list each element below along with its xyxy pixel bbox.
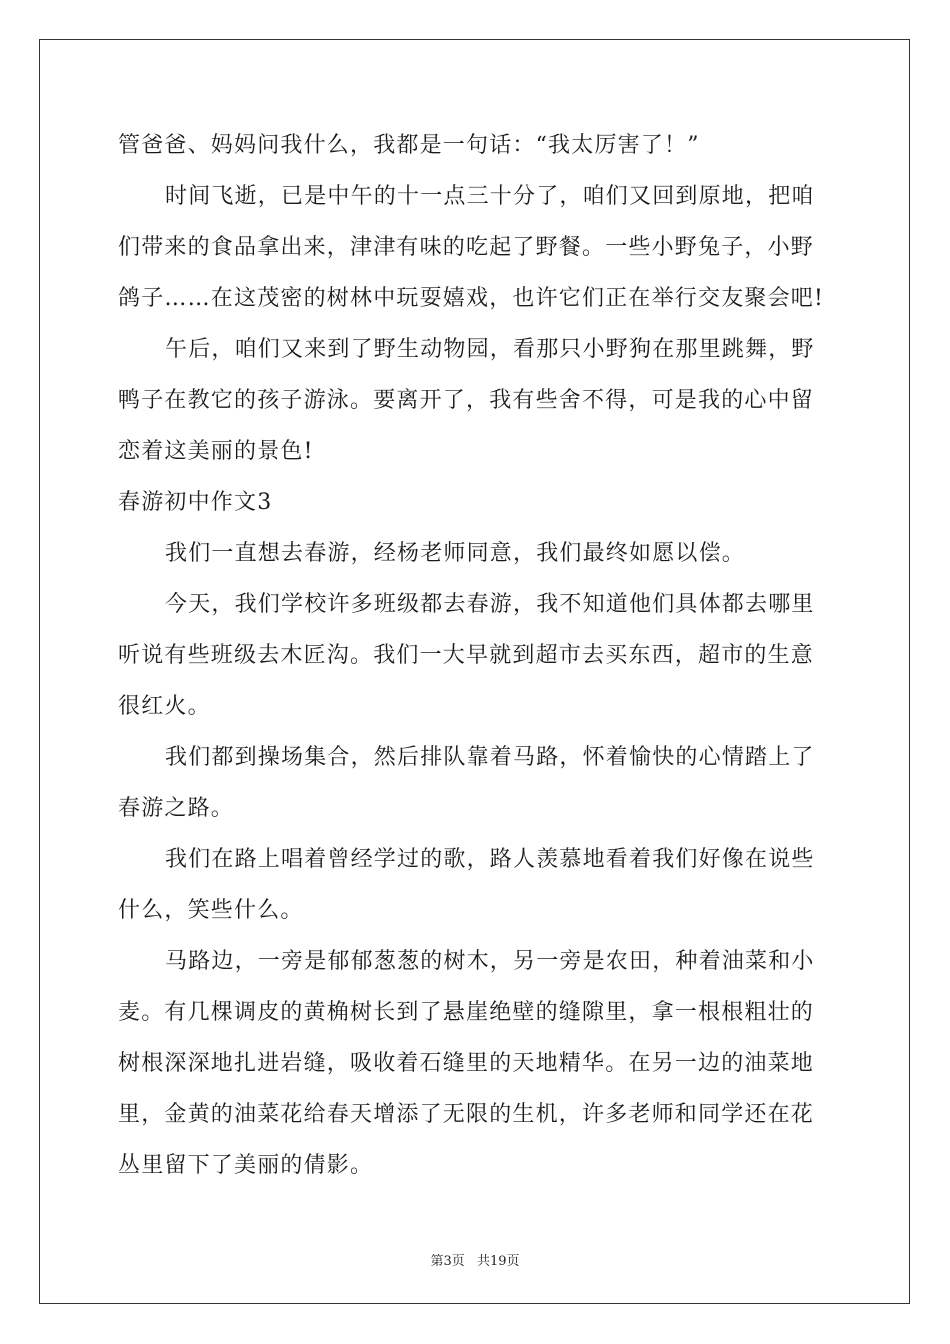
page-number: 第3页: [430, 1254, 465, 1269]
text-line: 丛里留下了美丽的倩影。: [118, 1153, 374, 1178]
text-line: 什么，笑些什么。: [118, 898, 304, 923]
text-line: 麦。有几棵调皮的黄桷树长到了悬崖绝壁的缝隙里，拿一根根粗壮的: [118, 1000, 815, 1025]
page-footer: [0, 1250, 950, 1269]
text-line: 时间飞逝，已是中午的十一点三十分了，咱们又回到原地，把咱: [165, 184, 815, 209]
text-line: 我们都到操场集合，然后排队靠着马路，怀着愉快的心情踏上了: [165, 745, 815, 770]
text-line: 今天，我们学校许多班级都去春游，我不知道他们具体都去哪里: [165, 592, 815, 617]
text-line: 恋着这美丽的景色!: [118, 439, 314, 464]
page-total: 共19页: [476, 1254, 520, 1269]
text-line: 马路边，一旁是郁郁葱葱的树木，另一旁是农田，种着油菜和小: [165, 949, 815, 974]
text-line: 树根深深地扎进岩缝，吸收着石缝里的天地精华。在另一边的油菜地: [118, 1051, 815, 1076]
section-heading: 春游初中作文3: [118, 490, 273, 515]
document-body: [118, 128, 838, 1199]
text-line: 们带来的食品拿出来，津津有味的吃起了野餐。一些小野兔子，小野: [118, 235, 815, 260]
text-line: 听说有些班级去木匠沟。我们一大早就到超市去买东西，超市的生意: [118, 643, 815, 668]
text-line: 管爸爸、妈妈问我什么，我都是一句话：“我太厉害了！”: [118, 133, 700, 158]
text-line: 里，金黄的油菜花给春天增添了无限的生机，许多老师和同学还在花: [118, 1102, 815, 1127]
text-line: 很红火。: [118, 694, 211, 719]
text-line: 我们在路上唱着曾经学过的歌，路人羡慕地看着我们好像在说些: [165, 847, 815, 872]
text-line: 春游之路。: [118, 796, 235, 821]
text-line: 鸽子……在这茂密的树林中玩耍嬉戏，也许它们正在举行交友聚会吧!: [118, 286, 825, 311]
text-line: 鸭子在教它的孩子游泳。要离开了，我有些舍不得，可是我的心中留: [118, 388, 815, 413]
text-line: 午后，咱们又来到了野生动物园，看那只小野狗在那里跳舞，野: [165, 337, 815, 362]
text-line: 我们一直想去春游，经杨老师同意，我们最终如愿以偿。: [165, 541, 746, 566]
